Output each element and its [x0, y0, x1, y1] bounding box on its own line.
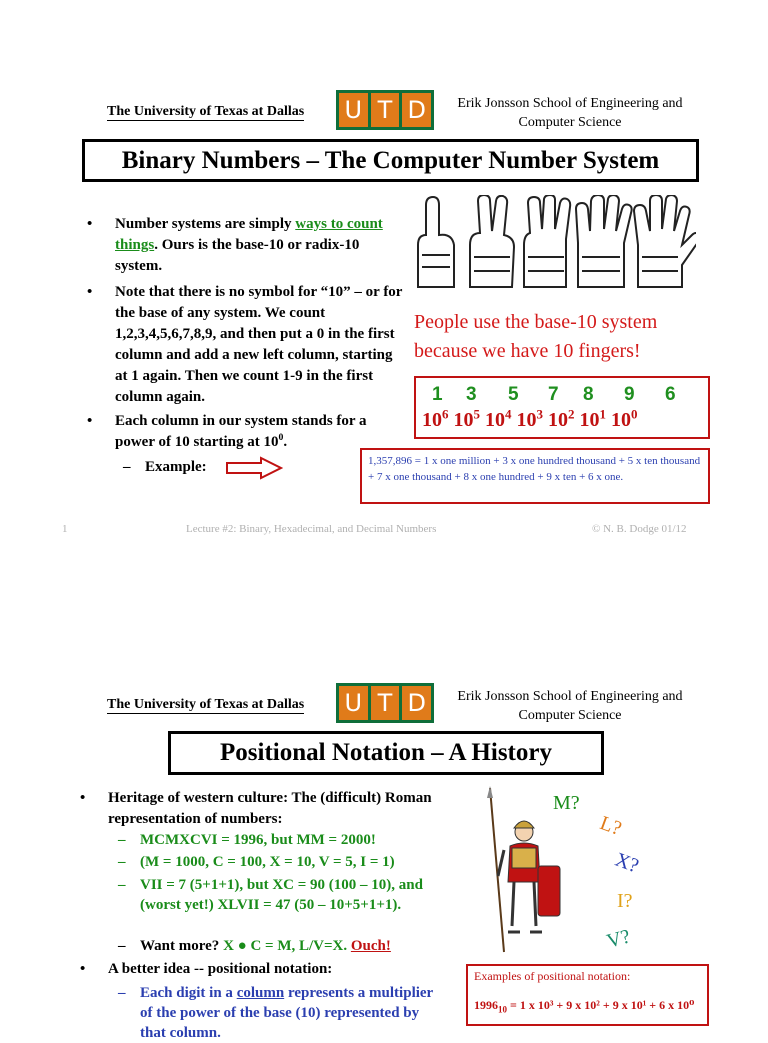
power-of-ten: $10^2$ [548, 406, 575, 431]
power-row [422, 406, 712, 432]
school-line-1: Erik Jonsson School of Engineering and [457, 96, 683, 111]
dash-marker: – [123, 459, 131, 475]
examples-box [466, 964, 709, 1026]
dash-marker: – [118, 877, 126, 893]
fingers-caption [414, 308, 714, 366]
logo-letter: T [371, 93, 400, 127]
positional-sub [118, 983, 440, 1043]
expansion-text: 1,357,896 = 1 x one million + 3 x one hundred thousand + 5 x ten thousand + 7 x one thousand + 8 x one hundred + 9 x ten + 6 x one. [368, 455, 701, 483]
power-of-ten: $10^6$ [422, 406, 449, 431]
logo-letter: U [339, 93, 368, 127]
roman-letter: M? [553, 792, 580, 814]
power-of-ten: $10^5$ [453, 406, 480, 431]
ouch-text: Ouch! [350, 938, 391, 954]
bullet-dot: • [80, 961, 86, 977]
lecture-footer: Lecture #2: Binary, Hexadecimal, and Decimal Numbers [186, 523, 437, 535]
university-name: The University of Texas at Dallas [107, 104, 305, 119]
place-digit: 5 [508, 384, 519, 405]
bullet-dot: • [87, 413, 93, 429]
example-label: Example: [145, 459, 207, 475]
roman-letter: I? [617, 890, 633, 912]
bullet-1-text-b: . Ours is the base-10 or radix-10 system. [115, 237, 360, 274]
bullet-1-text-a: Number systems are simply [115, 216, 296, 232]
roman-sub-2 [118, 852, 450, 872]
ways-to-count-link[interactable]: ways to count things [115, 216, 383, 253]
roman-letter: L? [597, 812, 625, 840]
want-more-text: Want more? [140, 938, 224, 954]
bullet-3-text-b: . [283, 434, 288, 450]
school-name [440, 687, 700, 725]
roman-letter: V? [604, 925, 633, 953]
positional-sub-text-a: Each digit in a [140, 985, 237, 1001]
column-link[interactable]: column [236, 985, 285, 1001]
roman-letter: X? [612, 848, 642, 878]
hand-three-icon [524, 195, 570, 287]
hand-one-icon [418, 197, 454, 287]
place-digit: 3 [466, 384, 477, 405]
slide-title: Binary Numbers – The Computer Number System [82, 139, 699, 182]
bullet-3-sup: 0 [278, 432, 284, 443]
bullet-dot: • [87, 284, 93, 300]
logo-letter: U [339, 686, 368, 720]
dash-marker: – [118, 985, 126, 1001]
power-of-ten: $10^4$ [485, 406, 512, 431]
dash-marker: – [118, 832, 126, 848]
roman-sub-1-text: MCMXCVI = 1996, but MM = 2000! [140, 832, 376, 848]
bullet-dot: • [80, 790, 86, 806]
utd-logo [336, 90, 434, 130]
bullet-1 [87, 214, 395, 277]
fingers-caption-line-2: because we have 10 fingers! [414, 340, 641, 362]
utd-logo [336, 683, 434, 723]
examples-title: Examples of positional notation: [474, 969, 631, 983]
bullet-2 [87, 282, 405, 408]
place-value-box [414, 376, 710, 439]
hand-four-icon [576, 195, 632, 287]
power-of-ten: $10^1$ [579, 406, 606, 431]
counting-hands-illustration [404, 195, 696, 291]
logo-letter: T [371, 686, 400, 720]
power-of-ten: $10^3$ [516, 406, 543, 431]
copyright-footer: © N. B. Dodge 01/12 [592, 523, 687, 535]
bullet-2-text: Note that there is no symbol for “10” – or for the base of any system. We count 1,2,3,4,5,6,7,8,9, and then put a 0 in the first column and add a new left column, starting at 1 again. Then we count 1-9 in the first column again. [115, 284, 403, 405]
school-line-1: Erik Jonsson School of Engineering and [457, 689, 683, 704]
hand-two-icon [470, 195, 514, 287]
roman-sub-3-text: VII = 7 (5+1+1), but XC = 90 (100 – 10), and (worst yet!) XLVII = 47 (50 – 10+5+1+1). [140, 877, 423, 913]
university-name: The University of Texas at Dallas [107, 697, 305, 712]
school-line-2: Computer Science [518, 708, 622, 723]
bullet-heritage-text: Heritage of western culture: The (difficult) Roman representation of numbers: [108, 790, 432, 827]
roman-sub-1 [118, 830, 450, 850]
expansion-box [360, 448, 710, 504]
fingers-caption-line-1: People use the base-10 system [414, 311, 658, 333]
place-digit: 7 [548, 384, 559, 405]
school-line-2: Computer Science [518, 115, 622, 130]
logo-letter: D [402, 686, 431, 720]
page-number: 1 [62, 523, 68, 535]
school-name [440, 94, 700, 132]
dash-marker: – [118, 854, 126, 870]
hand-five-icon [634, 195, 696, 287]
place-digit: 9 [624, 384, 635, 405]
roman-sub-4 [118, 936, 450, 956]
power-of-ten: $10^0$ [611, 406, 638, 431]
example-item [123, 457, 207, 477]
place-digit: 6 [665, 384, 676, 405]
bullet-dot: • [87, 216, 93, 232]
roman-sub-2-text: (M = 1000, C = 100, X = 10, V = 5, I = 1) [140, 854, 395, 870]
bullet-3-text-a: Each column in our system stands for a power of 10 starting at 10 [115, 413, 367, 450]
right-arrow-icon [225, 456, 283, 480]
bullet-positional [80, 959, 448, 980]
place-digit: 1 [432, 384, 443, 405]
logo-letter: D [402, 93, 431, 127]
bullet-3 [87, 411, 405, 453]
roman-ops-text: X ● C = M, L/V=X. [223, 938, 348, 954]
place-digit: 8 [583, 384, 594, 405]
example-1996: $1996_{10} = 1$ x 10³ + 9 x 10² + 9 x 10¹ + 6 x 10⁰ [474, 998, 695, 1015]
positional-sub-text-b: represents a multiplier of the power of the base (10) represented by that column. [140, 985, 433, 1041]
bullet-positional-text: A better idea -- positional notation: [108, 961, 333, 977]
bullet-heritage [80, 788, 448, 830]
dash-marker: – [118, 938, 126, 954]
slide-title: Positional Notation – A History [168, 731, 604, 775]
roman-sub-3 [118, 875, 440, 915]
